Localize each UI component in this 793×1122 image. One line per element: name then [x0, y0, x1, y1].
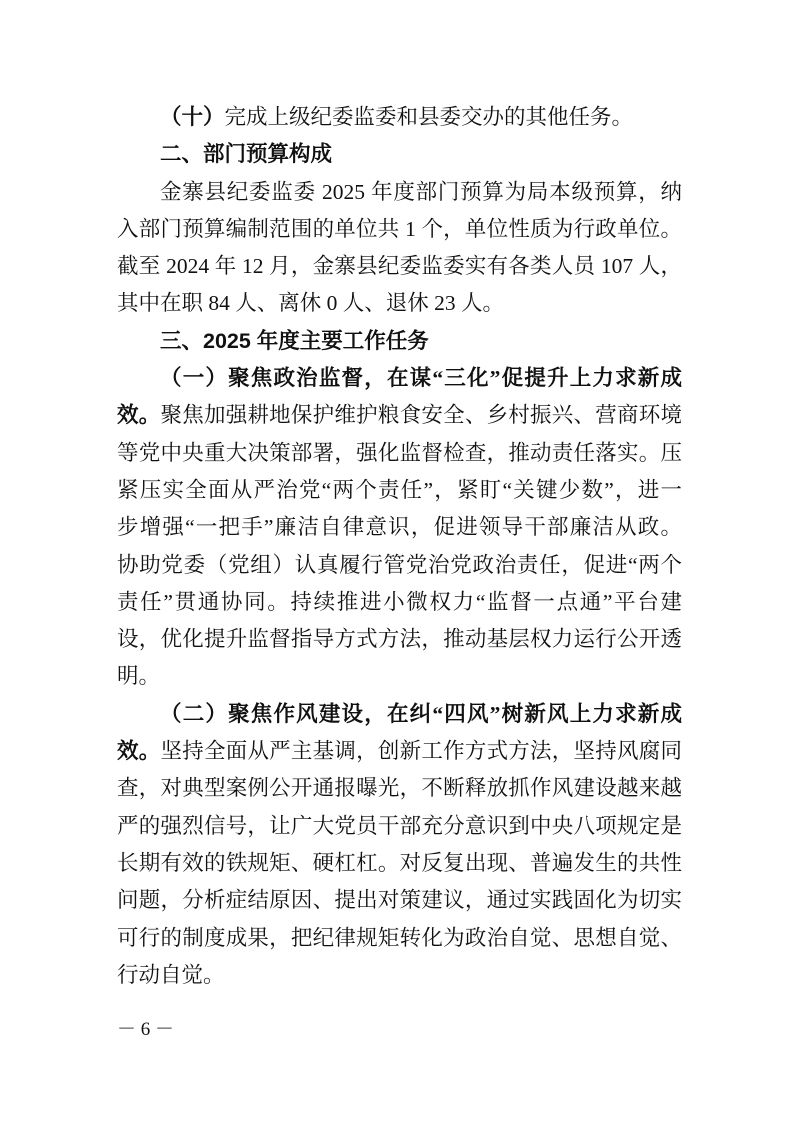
- section-2-line-2: 入部门预算编制范围的单位共 1 个，单位性质为行政单位。: [117, 216, 682, 241]
- item-2-text: 坚持全面从严主基调，创新工作方式方法，坚持风腐同: [160, 739, 682, 764]
- item-1-line-8: 明。: [117, 664, 161, 689]
- section-3-heading: 三、2025 年度主要工作任务: [160, 328, 429, 353]
- item-1-line-6: 责任”贯通协同。持续推进小微权力“监督一点通”平台建: [117, 589, 682, 614]
- task-10-number: （十）: [160, 105, 225, 129]
- item-2-title-end: 效。: [117, 739, 161, 764]
- document-body: [117, 99, 682, 994]
- item-1-title: （一）聚焦政治监督，在谋“三化”促提升上力求新成: [160, 366, 682, 391]
- item-1-text: 聚焦加强耕地保护维护粮食安全、乡村振兴、营商环境: [160, 403, 682, 428]
- item-1-line-3: 紧压实全面从严治党“两个责任”，紧盯“关键少数”，进一: [117, 477, 682, 502]
- section-2-line-3: 截至 2024 年 12 月，金寨县纪委监委实有各类人员 107 人，: [117, 254, 682, 279]
- item-1-line-2: 等党中央重大决策部署，强化监督检查，推动责任落实。压: [117, 440, 682, 465]
- task-10-paragraph: [117, 99, 682, 136]
- item-1-line-5: 协助党委（党组）认真履行管党治党政治责任，促进“两个: [117, 552, 682, 577]
- item-2-line-6: 可行的制度成果，把纪律规矩转化为政治自觉、思想自觉、: [117, 925, 682, 950]
- section-2-line-4: 其中在职 84 人、离休 0 人、退休 23 人。: [117, 291, 505, 316]
- item-2-line-2: 查，对典型案例公开通报曝光，不断释放抓作风建设越来越: [117, 776, 682, 801]
- item-2-line-1: [117, 733, 682, 770]
- item-2-line-5: 问题，分析症结原因、提出对策建议，通过实践固化为切实: [117, 888, 682, 913]
- item-2-line-7: 行动自觉。: [117, 962, 225, 987]
- item-2-title: （二）聚焦作风建设，在纠“四风”树新风上力求新成: [160, 701, 682, 726]
- task-10-text: 完成上级纪委监委和县委交办的其他任务。: [224, 105, 634, 129]
- item-2-line-4: 长期有效的铁规矩、硬杠杠。对反复出现、普遍发生的共性: [117, 850, 682, 875]
- section-2-heading: 二、部门预算构成: [160, 142, 333, 167]
- item-1-line-1: [117, 397, 682, 434]
- item-1-line-4: 步增强“一把手”廉洁自律意识，促进领导干部廉洁从政。: [117, 515, 682, 540]
- item-2-line-3: 严的强烈信号，让广大党员干部充分意识到中央八项规定是: [117, 813, 682, 838]
- page-number: － 6 －: [117, 1019, 175, 1040]
- section-2-line-1: 金寨县纪委监委 2025 年度部门预算为局本级预算，纳: [160, 179, 682, 204]
- item-1-title-end: 效。: [117, 403, 161, 428]
- item-1-line-7: 设，优化提升监督指导方式方法，推动基层权力运行公开透: [117, 627, 682, 652]
